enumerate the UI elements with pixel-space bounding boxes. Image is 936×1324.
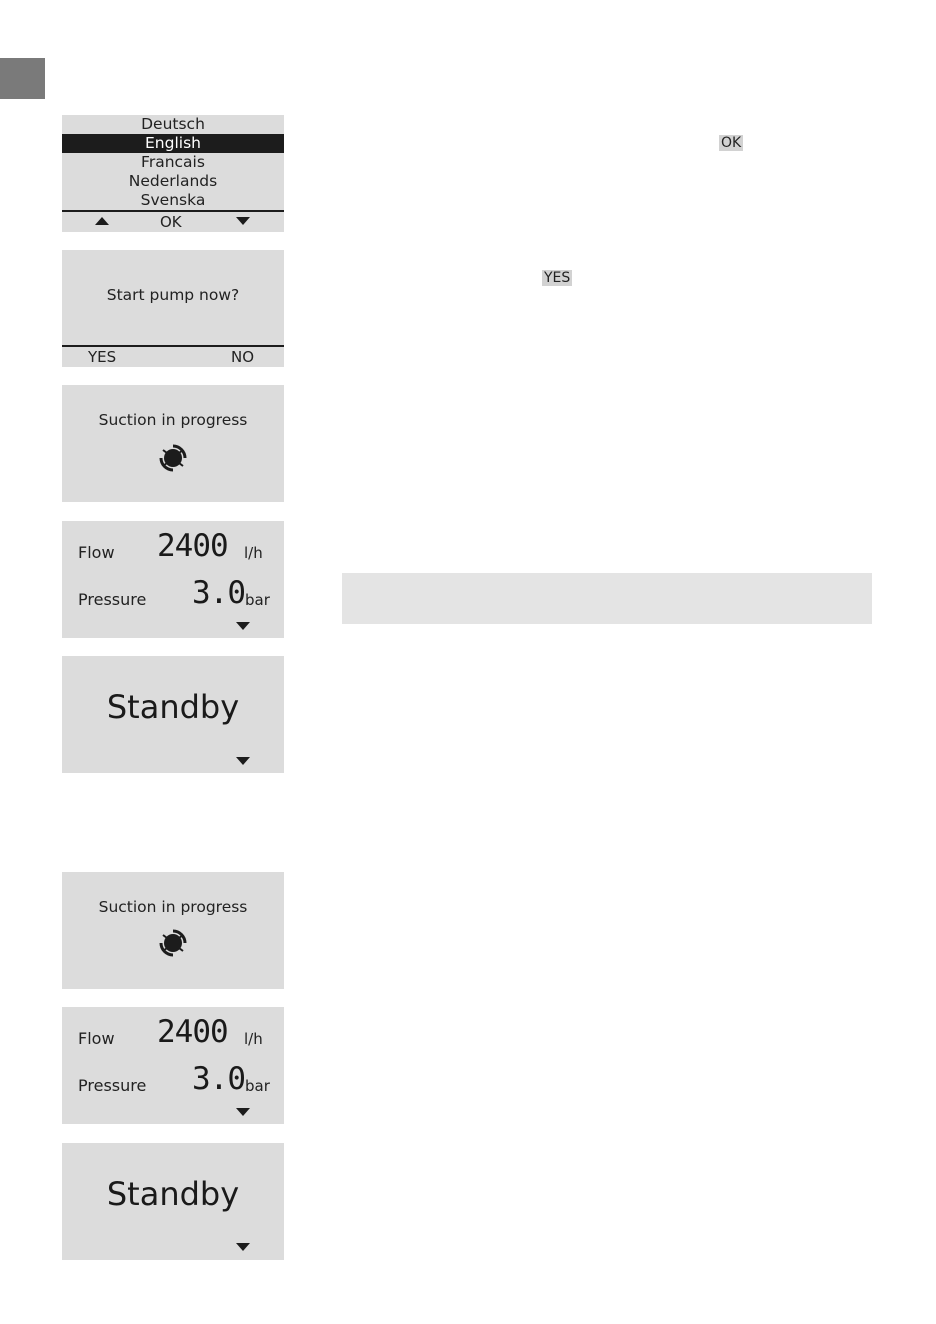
pressure-label: Pressure (78, 1076, 147, 1095)
lcd-standby (62, 656, 284, 773)
pressure-unit: bar (245, 1077, 270, 1095)
softkey-bar (62, 345, 284, 367)
menu-item-deutsch[interactable]: Deutsch (141, 115, 205, 133)
softkey-ok[interactable]: OK (160, 213, 182, 231)
softkey-yes[interactable]: YES (88, 348, 117, 366)
lcd-flow-pressure-2 (62, 1007, 284, 1124)
down-arrow-icon[interactable] (236, 1108, 250, 1116)
flow-label: Flow (78, 543, 115, 562)
suction-message: Suction in progress (98, 411, 248, 429)
note-box (342, 573, 872, 624)
down-arrow-icon[interactable] (236, 217, 250, 225)
prompt-message: Start pump now? (106, 286, 240, 304)
inline-yes-key: YES (544, 270, 571, 286)
suction-message: Suction in progress (98, 898, 248, 916)
flow-unit: l/h (244, 544, 263, 562)
lcd-start-prompt (62, 250, 284, 367)
lcd-language-menu (62, 115, 284, 232)
lcd-flow-pressure (62, 521, 284, 638)
down-arrow-icon[interactable] (236, 622, 250, 630)
standby-message: Standby (106, 1175, 240, 1213)
up-arrow-icon[interactable] (95, 217, 109, 225)
flow-label: Flow (78, 1029, 115, 1048)
pressure-label: Pressure (78, 590, 147, 609)
softkey-no[interactable]: NO (231, 348, 255, 366)
pressure-value: 3.0 (192, 575, 245, 611)
flow-value: 2400 (157, 528, 228, 564)
menu-item-svenska[interactable]: Svenska (140, 191, 206, 209)
standby-message: Standby (106, 688, 240, 726)
lcd-suction-progress-2 (62, 872, 284, 989)
menu-item-francais[interactable]: Francais (141, 153, 205, 171)
down-arrow-icon[interactable] (236, 757, 250, 765)
lcd-standby-2 (62, 1143, 284, 1260)
flow-value: 2400 (157, 1014, 228, 1050)
menu-item-nederlands[interactable]: Nederlands (128, 172, 218, 190)
lcd-suction-progress (62, 385, 284, 502)
rotating-pump-icon (157, 928, 189, 958)
pressure-value: 3.0 (192, 1061, 245, 1097)
pressure-unit: bar (245, 591, 270, 609)
inline-ok-key: OK (721, 135, 742, 151)
section-tab (0, 58, 45, 99)
flow-unit: l/h (244, 1030, 263, 1048)
rotating-pump-icon (157, 443, 189, 473)
menu-item-english[interactable]: English (62, 134, 284, 153)
softkey-bar (62, 210, 284, 232)
down-arrow-icon[interactable] (236, 1243, 250, 1251)
